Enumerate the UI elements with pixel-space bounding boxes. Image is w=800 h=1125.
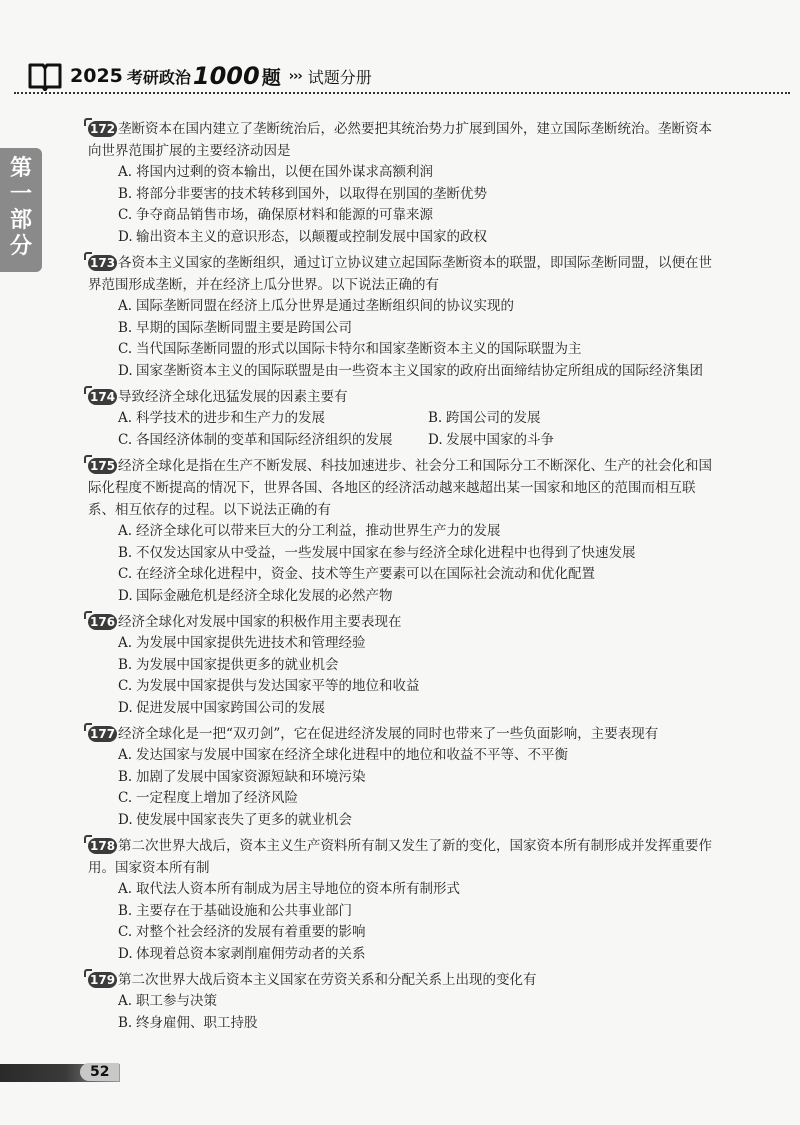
option-b: B. 将部分非要害的技术转移到国外，以取得在别国的垄断优势 <box>118 185 487 202</box>
header-divider <box>14 92 790 94</box>
option-b: B. 不仅发达国家从中受益，一些发展中国家在参与经济全球化进程中也得到了快速发展 <box>118 544 636 561</box>
option-b: B. 加剧了发展中国家资源短缺和环境污染 <box>118 768 366 785</box>
section-side-tab <box>0 148 42 272</box>
option-a: A. 经济全球化可以带来巨大的分工利益，推动世界生产力的发展 <box>118 523 501 539</box>
header-arrows: ››› <box>288 68 302 84</box>
question-stem: 第二次世界大战后资本主义国家在劳资关系和分配关系上出现的变化有 <box>118 972 537 988</box>
question-175 <box>88 455 720 607</box>
question-list <box>88 118 720 1038</box>
side-tab-char: 部 <box>9 208 32 233</box>
option-b: B. 为发展中国家提供更多的就业机会 <box>118 656 339 673</box>
option-a: A. 将国内过剩的资本输出，以便在国外谋求高额利润 <box>118 164 433 180</box>
question-number-badge: 176 <box>90 615 116 629</box>
header-ti: 题 <box>261 66 281 89</box>
question-172 <box>88 118 720 248</box>
option-a: A. 职工参与决策 <box>118 993 217 1009</box>
option-d: D. 体现着总资本家剥削雇佣劳动者的关系 <box>118 945 366 962</box>
option-a: A. 国际垄断同盟在经济上瓜分世界是通过垄断组织间的协议实现的 <box>118 298 514 314</box>
question-number-badge: 178 <box>90 839 116 853</box>
page-number: 52 <box>80 1063 119 1081</box>
question-stem: 第二次世界大战后，资本主义生产资料所有制又发生了新的变化，国家资本所有制形成并发挥重要作用。国家资本所有制 <box>88 838 712 876</box>
question-stem: 经济全球化对发展中国家的积极作用主要表现在 <box>118 614 402 630</box>
question-number-badge: 179 <box>90 973 116 987</box>
option-c: C. 争夺商品销售市场，确保原材料和能源的可靠来源 <box>118 207 433 223</box>
option-a: A. 取代法人资本所有制成为居主导地位的资本所有制形式 <box>118 881 460 897</box>
open-book-icon <box>28 61 62 91</box>
question-174 <box>88 386 720 451</box>
option-c: C. 各国经济体制的变革和国际经济组织的发展 <box>118 431 393 448</box>
option-a: A. 为发展中国家提供先进技术和管理经验 <box>118 635 366 651</box>
option-d: D. 输出资本主义的意识形态，以颠覆或控制发展中国家的政权 <box>118 228 487 245</box>
question-number-badge: 177 <box>90 727 116 741</box>
question-stem: 各资本主义国家的垄断组织，通过订立协议建立起国际垄断资本的联盟，即国际垄断同盟，以便在世界范围形成垄断，并在经济上瓜分世界。以下说法正确的有 <box>88 255 712 293</box>
page-header <box>28 56 788 96</box>
side-tab-char: 一 <box>9 182 32 207</box>
question-number-badge: 172 <box>90 122 116 136</box>
option-c: C. 当代国际垄断同盟的形式以国际卡特尔和国家垄断资本主义的国际联盟为主 <box>118 341 582 357</box>
option-a: A. 发达国家与发展中国家在经济全球化进程中的地位和收益不平等、不平衡 <box>118 747 568 763</box>
question-number-badge: 175 <box>90 459 116 473</box>
header-subject: 考研政治 <box>126 67 191 87</box>
header-year: 2025 <box>70 65 123 87</box>
question-176 <box>88 611 720 719</box>
page-footer <box>0 1060 120 1086</box>
option-b: B. 主要存在于基础设施和公共事业部门 <box>118 902 352 919</box>
option-b: B. 早期的国际垄断同盟主要是跨国公司 <box>118 319 352 336</box>
option-a: A. 科学技术的进步和生产力的发展 <box>118 410 325 426</box>
header-subtitle: 试题分册 <box>307 67 372 87</box>
option-c: C. 对整个社会经济的发展有着重要的影响 <box>118 924 366 940</box>
question-stem: 经济全球化是指在生产不断发展、科技加速进步、社会分工和国际分工不断深化、生产的社会化和国际化程度不断提高的情况下，世界各国、各地区的经济活动越来越超出某一国家和地区的范围而相互联系、相互依存的过程。以下说法正确的有 <box>88 458 712 518</box>
side-tab-char: 第 <box>9 156 32 181</box>
question-178 <box>88 835 720 965</box>
question-stem: 垄断资本在国内建立了垄断统治后，必然要把其统治势力扩展到国外，建立国际垄断统治。垄断资本向世界范围扩展的主要经济动因是 <box>88 121 712 159</box>
option-b: B. 终身雇佣、职工持股 <box>118 1014 258 1031</box>
option-d: D. 发展中国家的斗争 <box>428 431 554 448</box>
option-c: C. 一定程度上增加了经济风险 <box>118 790 298 806</box>
side-tab-char: 分 <box>9 234 32 259</box>
question-173 <box>88 252 720 382</box>
question-number-badge: 173 <box>90 256 116 270</box>
question-stem: 导致经济全球化迅猛发展的因素主要有 <box>118 389 348 405</box>
option-d: D. 使发展中国家丧失了更多的就业机会 <box>118 811 352 828</box>
option-c: C. 在经济全球化进程中，资金、技术等生产要素可以在国际社会流动和优化配置 <box>118 566 595 582</box>
question-177 <box>88 723 720 831</box>
question-179 <box>88 969 720 1034</box>
question-stem: 经济全球化是一把“双刃剑”，它在促进经济发展的同时也带来了一些负面影响，主要表现有 <box>118 726 659 742</box>
option-d: D. 国际金融危机是经济全球化发展的必然产物 <box>118 587 393 604</box>
question-number-badge: 174 <box>90 390 116 404</box>
option-c: C. 为发展中国家提供与发达国家平等的地位和收益 <box>118 678 420 694</box>
option-d: D. 国家垄断资本主义的国际联盟是由一些资本主义国家的政府出面缔结协定所组成的国际经济集团 <box>118 362 703 379</box>
option-b: B. 跨国公司的发展 <box>428 410 541 426</box>
header-number: 1000 <box>192 62 260 90</box>
option-d: D. 促进发展中国家跨国公司的发展 <box>118 699 325 716</box>
